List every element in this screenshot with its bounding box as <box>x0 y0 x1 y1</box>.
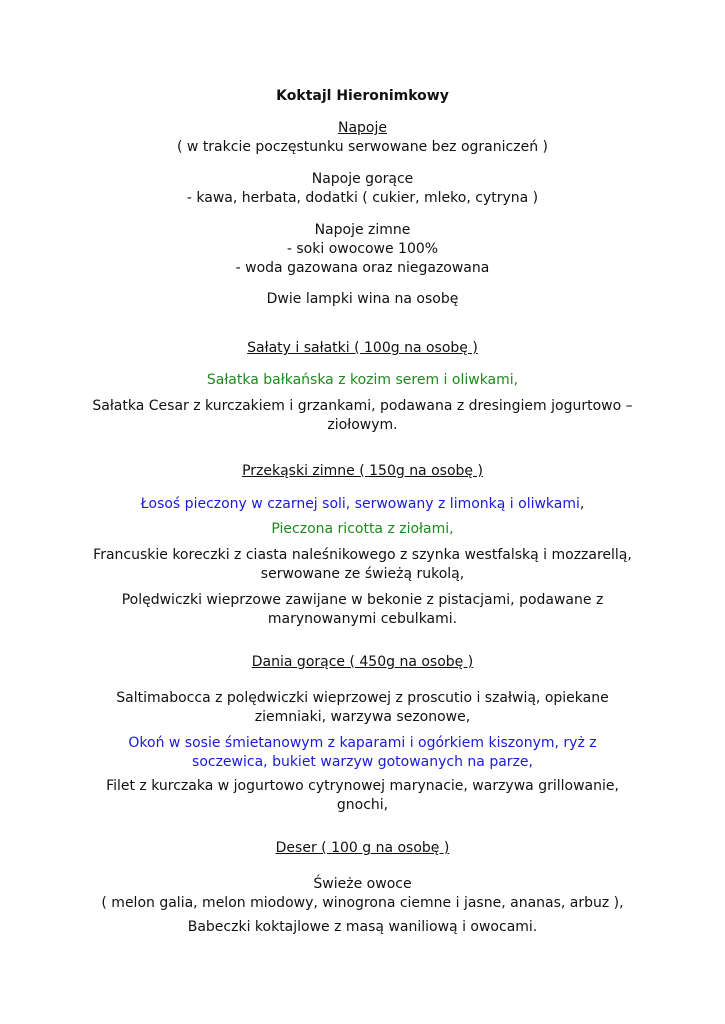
cold-starters-section <box>60 462 665 481</box>
cold-drinks <box>60 221 665 278</box>
cold-drinks-item-1: - soki owocowe 100% <box>286 241 439 257</box>
dessert-cupcakes <box>60 918 665 937</box>
drinks-note: ( w trakcie poczęstunku serwowane bez ograniczeń ) <box>177 139 548 155</box>
koreczki-line-2: serwowane ze świeżą rukolą, <box>260 566 465 582</box>
cold-drinks-item-2: - woda gazowana oraz niegazowana <box>235 260 490 276</box>
hot-drinks <box>60 170 665 208</box>
cold-starter-item-1 <box>60 495 665 514</box>
cold-starter-item-4 <box>60 591 665 629</box>
cold-starter-item-3 <box>60 546 665 584</box>
hot-drinks-heading: Napoje gorące <box>311 171 414 187</box>
cold-drinks-heading: Napoje zimne <box>314 222 411 238</box>
drinks-heading: Napoje <box>337 120 387 136</box>
cupcakes-text: Babeczki koktajlowe z masą waniliową i owocami. <box>187 919 538 935</box>
salmon-dish-comma: , <box>579 496 585 512</box>
okon-line-1: Okoń w sosie śmietanowym z kaparami i ogórkiem kiszonym, ryż z <box>128 735 597 751</box>
cold-starter-item-2 <box>60 520 665 539</box>
salad-balkan: Sałatka bałkańska z kozim serem i oliwkami, <box>206 372 519 388</box>
fruit-items: ( melon galia, melon miodowy, winogrona ciemne i jasne, ananas, arbuz ), <box>101 895 624 911</box>
menu-title: Koktajl Hieronimkowy <box>276 88 449 104</box>
hot-dishes-section <box>60 653 665 672</box>
koreczki-line-1: Francuskie koreczki z ciasta naleśnikowego z szynka westfalską i mozzarellą, <box>93 547 632 563</box>
hot-dish-item-3 <box>60 777 665 815</box>
drinks-section <box>60 119 665 157</box>
salad-item-1 <box>60 371 665 390</box>
hot-dishes-heading: Dania gorące ( 450g na osobę ) <box>251 654 474 670</box>
salmon-dish: Łosoś pieczony w czarnej soli, serwowany z limonką i oliwkami <box>140 496 580 512</box>
wine-text: Dwie lampki wina na osobę <box>266 291 459 307</box>
saltimbocca-line-1: Saltimabocca z polędwiczki wieprzowej z proscutio i szałwią, opiekane <box>116 690 609 706</box>
hot-drinks-items: - kawa, herbata, dodatki ( cukier, mleko, cytryna ) <box>186 190 539 206</box>
salad-caesar-line-2: ziołowym. <box>327 417 398 433</box>
dessert-section <box>60 839 665 858</box>
dessert-heading: Deser ( 100 g na osobę ) <box>275 840 450 856</box>
salad-caesar-line-1: Sałatka Cesar z kurczakiem i grzankami, podawana z dresingiem jogurtowo – <box>92 398 633 414</box>
ricotta-dish: Pieczona ricotta z ziołami, <box>271 521 454 537</box>
poledwiczki-line-2: marynowanymi cebulkami. <box>267 611 458 627</box>
wine-line <box>60 290 665 309</box>
filet-line-2: gnochi, <box>336 797 389 813</box>
salads-section <box>60 339 665 358</box>
cold-starters-heading: Przekąski zimne ( 150g na osobę ) <box>242 463 483 479</box>
okon-line-2: soczewica, bukiet warzyw gotowanych na parze, <box>192 754 533 770</box>
fruit-heading: Świeże owoce <box>313 876 412 892</box>
salad-item-2 <box>60 397 665 435</box>
filet-line-1: Filet z kurczaka w jogurtowo cytrynowej marynacie, warzywa grillowanie, <box>106 778 619 794</box>
hot-dish-item-2 <box>60 734 665 772</box>
saltimbocca-line-2: ziemniaki, warzywa sezonowe, <box>254 709 471 725</box>
hot-dish-item-1 <box>60 689 665 727</box>
poledwiczki-line-1: Polędwiczki wieprzowe zawijane w bekonie z pistacjami, podawane z <box>121 592 604 608</box>
dessert-fruit <box>60 875 665 913</box>
salads-heading: Sałaty i sałatki ( 100g na osobę ) <box>247 340 478 356</box>
